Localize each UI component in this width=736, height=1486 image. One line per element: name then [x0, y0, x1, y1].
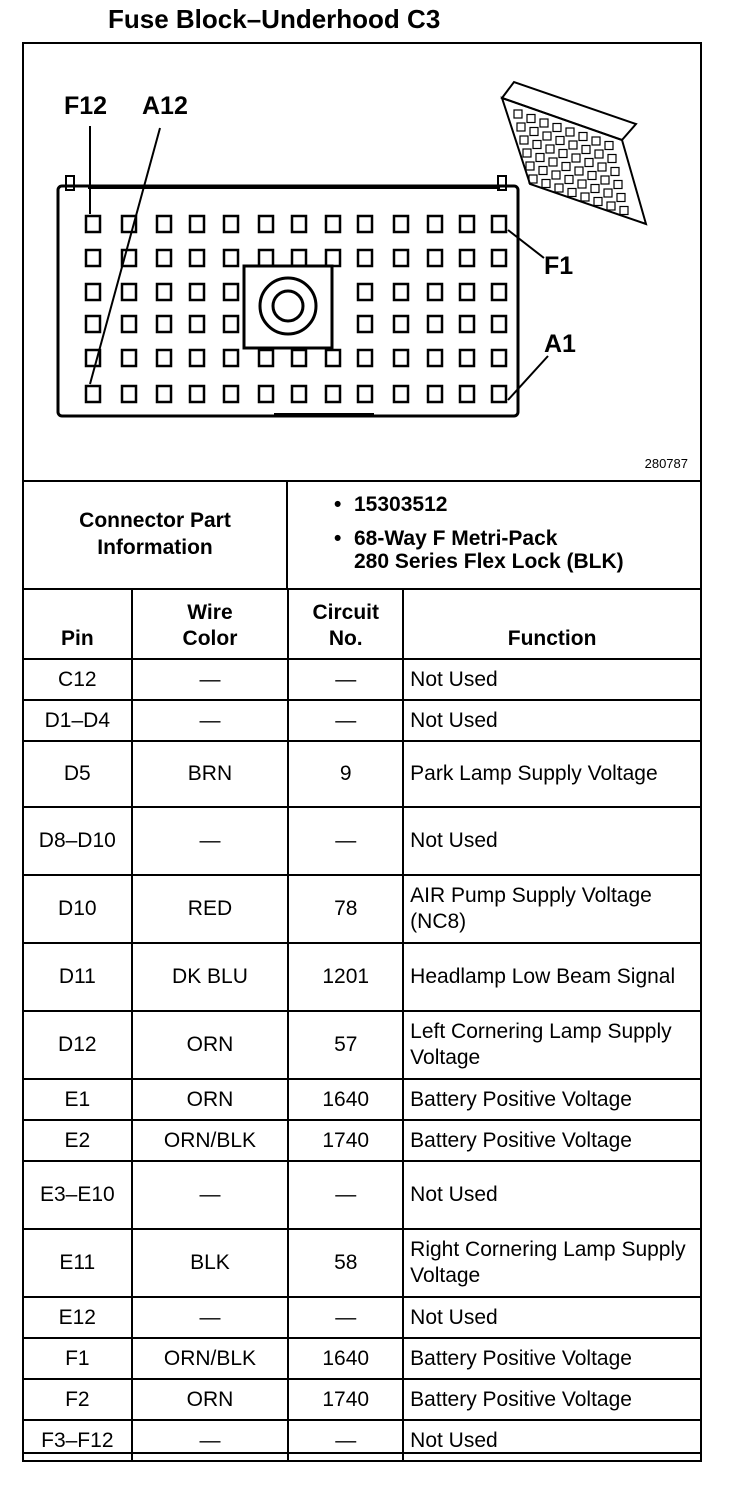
- table-header-row: [23, 589, 701, 659]
- circuit-cell: —: [288, 807, 403, 875]
- connector-diagram: [24, 44, 700, 482]
- function-cell: Not Used: [403, 1161, 701, 1229]
- connector-perspective-pin: [556, 137, 564, 145]
- page-title: Fuse Block–Underhood C3: [108, 4, 441, 34]
- connector-perspective-pin: [549, 158, 557, 166]
- pin-cell: D12: [23, 1011, 132, 1079]
- connector-perspective-pin: [543, 132, 551, 140]
- pin-cavity: [326, 216, 340, 232]
- wire-color-cell: —: [132, 807, 289, 875]
- table-row: [23, 700, 701, 741]
- pin-cavity: [190, 216, 204, 232]
- connector-perspective-pin: [542, 180, 550, 188]
- connector-perspective-pin: [533, 141, 541, 149]
- connector-description: • 68-Way F Metri-Pack: [334, 522, 624, 556]
- pin-cavity: [428, 284, 442, 300]
- pin-cavity: [492, 284, 506, 300]
- pin-cavity: [157, 350, 171, 366]
- pin-cavity: [428, 386, 442, 402]
- pin-cavity: [122, 284, 136, 300]
- wire-color-cell: RED: [132, 875, 289, 943]
- table-row: [23, 1229, 701, 1297]
- pin-cell: D1–D4: [23, 700, 132, 741]
- wire-color-cell: —: [132, 1420, 289, 1461]
- connector-perspective-pin: [514, 110, 522, 118]
- reference-number: 280787: [644, 456, 688, 471]
- pin-cavity: [460, 316, 474, 332]
- left-latch: [66, 176, 74, 190]
- connector-perspective-pin: [572, 154, 580, 162]
- connector-perspective-pin: [555, 184, 563, 192]
- center-bolt-inner: [273, 291, 303, 321]
- pin-cavity: [86, 386, 100, 402]
- table-row: [23, 1161, 701, 1229]
- center-bolt-outer: [260, 278, 316, 334]
- circuit-cell: 78: [288, 875, 403, 943]
- function-cell: Battery Positive Voltage: [403, 1338, 701, 1379]
- document-frame: [22, 42, 702, 1454]
- pin-cavity: [460, 216, 474, 232]
- connector-perspective-pin: [553, 124, 561, 132]
- function-cell: Left Cornering Lamp Supply Voltage: [403, 1011, 701, 1079]
- pin-cavity: [358, 350, 372, 366]
- pin-cavity: [358, 316, 372, 332]
- pin-cavity: [428, 350, 442, 366]
- circuit-cell: —: [288, 1161, 403, 1229]
- table-row: [23, 1420, 701, 1461]
- pin-cavity: [460, 350, 474, 366]
- table-row: [23, 875, 701, 943]
- pin-cell: F3–F12: [23, 1420, 132, 1461]
- connector-perspective-pin: [598, 163, 606, 171]
- pin-cavity: [492, 316, 506, 332]
- table-row: [23, 807, 701, 875]
- wire-color-cell: —: [132, 659, 289, 700]
- pin-cavity: [224, 284, 238, 300]
- pin-table: [22, 588, 702, 1462]
- circuit-cell: 9: [288, 741, 403, 807]
- pin-cavity: [460, 386, 474, 402]
- pin-cavity: [224, 386, 238, 402]
- function-cell: Park Lamp Supply Voltage: [403, 741, 701, 807]
- pin-cavity: [394, 216, 408, 232]
- connector-perspective-pin: [552, 171, 560, 179]
- connector-perspective-pin: [546, 145, 554, 153]
- connector-perspective-pin: [588, 172, 596, 180]
- wire-color-cell: BLK: [132, 1229, 289, 1297]
- wire-color-cell: DK BLU: [132, 943, 289, 1011]
- pin-label-f1: F1: [544, 252, 574, 280]
- pin-cavity: [157, 216, 171, 232]
- wire-color-cell: —: [132, 1297, 289, 1338]
- table-row: [23, 741, 701, 807]
- pin-cavity: [394, 250, 408, 266]
- connector-perspective-pin: [568, 189, 576, 197]
- circuit-cell: 1740: [288, 1379, 403, 1420]
- connector-perspective-pin: [530, 128, 538, 136]
- function-cell: AIR Pump Supply Voltage (NC8): [403, 875, 701, 943]
- pin-cell: D8–D10: [23, 807, 132, 875]
- pin-cavity: [157, 386, 171, 402]
- pin-cavity: [122, 386, 136, 402]
- function-cell: Not Used: [403, 700, 701, 741]
- pin-cavity: [122, 350, 136, 366]
- pin-cavity: [190, 250, 204, 266]
- connector-perspective-view: [502, 98, 646, 224]
- table-row: [23, 943, 701, 1011]
- pin-cell: E12: [23, 1297, 132, 1338]
- header-pin: Pin: [23, 589, 132, 659]
- pin-cavity: [358, 284, 372, 300]
- pin-cavity: [190, 386, 204, 402]
- pin-cell: C12: [23, 659, 132, 700]
- pin-cavity: [157, 316, 171, 332]
- function-cell: Not Used: [403, 807, 701, 875]
- pin-cavity: [86, 216, 100, 232]
- pin-cavity: [292, 386, 306, 402]
- pin-cavity: [326, 250, 340, 266]
- connector-perspective-pin: [520, 136, 528, 144]
- pin-cavity: [224, 216, 238, 232]
- pin-cavity: [492, 350, 506, 366]
- pin-cavity: [492, 386, 506, 402]
- pin-label-a1: A1: [544, 330, 576, 358]
- connector-perspective-pin: [579, 133, 587, 141]
- connector-perspective-pin: [582, 146, 590, 154]
- function-cell: Battery Positive Voltage: [403, 1120, 701, 1161]
- leader-a1: [508, 356, 548, 400]
- connector-perspective-pin: [526, 162, 534, 170]
- pin-cell: F2: [23, 1379, 132, 1420]
- connector-perspective-pin: [565, 176, 573, 184]
- connector-perspective-pin: [620, 207, 628, 215]
- connector-face-drawing: [24, 44, 700, 480]
- pin-cavity: [358, 216, 372, 232]
- pin-cell: D11: [23, 943, 132, 1011]
- connector-perspective-pin: [578, 180, 586, 188]
- function-cell: Headlamp Low Beam Signal: [403, 943, 701, 1011]
- pin-cavity: [86, 250, 100, 266]
- table-row: [23, 1120, 701, 1161]
- wire-color-cell: —: [132, 1161, 289, 1229]
- connector-perspective-pin: [536, 154, 544, 162]
- pin-cell: E11: [23, 1229, 132, 1297]
- pin-cavity: [394, 350, 408, 366]
- pin-cavity: [86, 284, 100, 300]
- table-row: [23, 1011, 701, 1079]
- pin-cavity: [259, 386, 273, 402]
- pin-cavity: [292, 216, 306, 232]
- circuit-cell: —: [288, 700, 403, 741]
- pin-cavity: [190, 284, 204, 300]
- connector-perspective-pin: [617, 194, 625, 202]
- pin-cavity: [157, 250, 171, 266]
- connector-perspective-pin: [592, 137, 600, 145]
- circuit-cell: 1640: [288, 1079, 403, 1120]
- table-row: [23, 1379, 701, 1420]
- header-circuit-no: Circuit No.: [288, 589, 403, 659]
- table-row: [23, 659, 701, 700]
- connector-perspective-pin: [569, 141, 577, 149]
- pin-cavity: [460, 284, 474, 300]
- part-number: • 15303512: [334, 488, 624, 522]
- pin-cell: E3–E10: [23, 1161, 132, 1229]
- function-cell: Battery Positive Voltage: [403, 1379, 701, 1420]
- circuit-cell: 1640: [288, 1338, 403, 1379]
- pin-cavity: [122, 316, 136, 332]
- connector-perspective-pin: [523, 149, 531, 157]
- circuit-cell: 58: [288, 1229, 403, 1297]
- function-cell: Right Cornering Lamp Supply Voltage: [403, 1229, 701, 1297]
- pin-cavity: [460, 250, 474, 266]
- circuit-cell: 57: [288, 1011, 403, 1079]
- pin-cavity: [492, 250, 506, 266]
- table-row: [23, 1297, 701, 1338]
- connector-perspective-pin: [540, 119, 548, 127]
- connector-perspective-pin: [585, 159, 593, 167]
- connector-perspective-pin: [594, 198, 602, 206]
- connector-perspective-pin: [527, 115, 535, 123]
- pin-cavity: [292, 350, 306, 366]
- table-row: [23, 1079, 701, 1120]
- pin-cell: E1: [23, 1079, 132, 1120]
- circuit-cell: —: [288, 1420, 403, 1461]
- pin-cell: F1: [23, 1338, 132, 1379]
- connector-perspective-pin: [604, 189, 612, 197]
- pin-cavity: [326, 386, 340, 402]
- connector-perspective-pin: [559, 150, 567, 158]
- pin-cell: D10: [23, 875, 132, 943]
- circuit-cell: 1201: [288, 943, 403, 1011]
- leader-f1: [508, 230, 544, 258]
- pin-cavity: [394, 386, 408, 402]
- connector-perspective-pin: [575, 167, 583, 175]
- pin-cavity: [86, 316, 100, 332]
- function-cell: Not Used: [403, 1420, 701, 1461]
- pin-cavity: [326, 350, 340, 366]
- pin-label-f12: F12: [64, 92, 108, 120]
- connector-info-details: [334, 488, 624, 574]
- connector-perspective-pin: [608, 155, 616, 163]
- wire-color-cell: ORN: [132, 1079, 289, 1120]
- connector-perspective-pin: [591, 185, 599, 193]
- function-cell: Battery Positive Voltage: [403, 1079, 701, 1120]
- pin-cavity: [190, 316, 204, 332]
- connector-perspective-pin: [539, 167, 547, 175]
- pin-cell: E2: [23, 1120, 132, 1161]
- pin-cavity: [157, 284, 171, 300]
- function-cell: Not Used: [403, 1297, 701, 1338]
- pin-cavity: [259, 350, 273, 366]
- pin-cavity: [224, 250, 238, 266]
- pin-cavity: [394, 316, 408, 332]
- wire-color-cell: ORN: [132, 1011, 289, 1079]
- wire-color-cell: ORN/BLK: [132, 1338, 289, 1379]
- function-cell: Not Used: [403, 659, 701, 700]
- pin-cavity: [190, 350, 204, 366]
- connector-perspective-pin: [595, 150, 603, 158]
- connector-perspective-pin: [601, 176, 609, 184]
- wire-color-cell: ORN/BLK: [132, 1120, 289, 1161]
- pin-cavity: [358, 250, 372, 266]
- circuit-cell: —: [288, 1297, 403, 1338]
- pin-label-a12: A12: [142, 92, 188, 120]
- connector-perspective-pin: [581, 193, 589, 201]
- circuit-cell: —: [288, 659, 403, 700]
- pin-cavity: [358, 386, 372, 402]
- connector-info: [24, 480, 700, 590]
- wire-color-cell: ORN: [132, 1379, 289, 1420]
- pin-cavity: [224, 316, 238, 332]
- pin-cavity: [224, 350, 238, 366]
- pin-cavity: [259, 216, 273, 232]
- pin-cavity: [292, 250, 306, 266]
- connector-info-label: Connector Part Information: [24, 480, 288, 588]
- pin-cavity: [428, 250, 442, 266]
- pin-cavity: [428, 216, 442, 232]
- pin-cavity: [428, 316, 442, 332]
- circuit-cell: 1740: [288, 1120, 403, 1161]
- wire-color-cell: —: [132, 700, 289, 741]
- connector-perspective-pin: [605, 142, 613, 150]
- connector-perspective-pin: [611, 168, 619, 176]
- connector-perspective-pin: [562, 163, 570, 171]
- connector-perspective-pin: [607, 202, 615, 210]
- header-wire-color: Wire Color: [132, 589, 289, 659]
- pin-cavity: [259, 250, 273, 266]
- wire-color-cell: BRN: [132, 741, 289, 807]
- connector-perspective-pin: [566, 128, 574, 136]
- pin-cell: D5: [23, 741, 132, 807]
- table-row: [23, 1338, 701, 1379]
- connector-perspective-pin: [517, 123, 525, 131]
- pin-cavity: [492, 216, 506, 232]
- connector-description-2: 280 Series Flex Lock (BLK): [354, 550, 624, 573]
- pin-cavity: [394, 284, 408, 300]
- header-function: Function: [403, 589, 701, 659]
- connector-perspective-pin: [614, 181, 622, 189]
